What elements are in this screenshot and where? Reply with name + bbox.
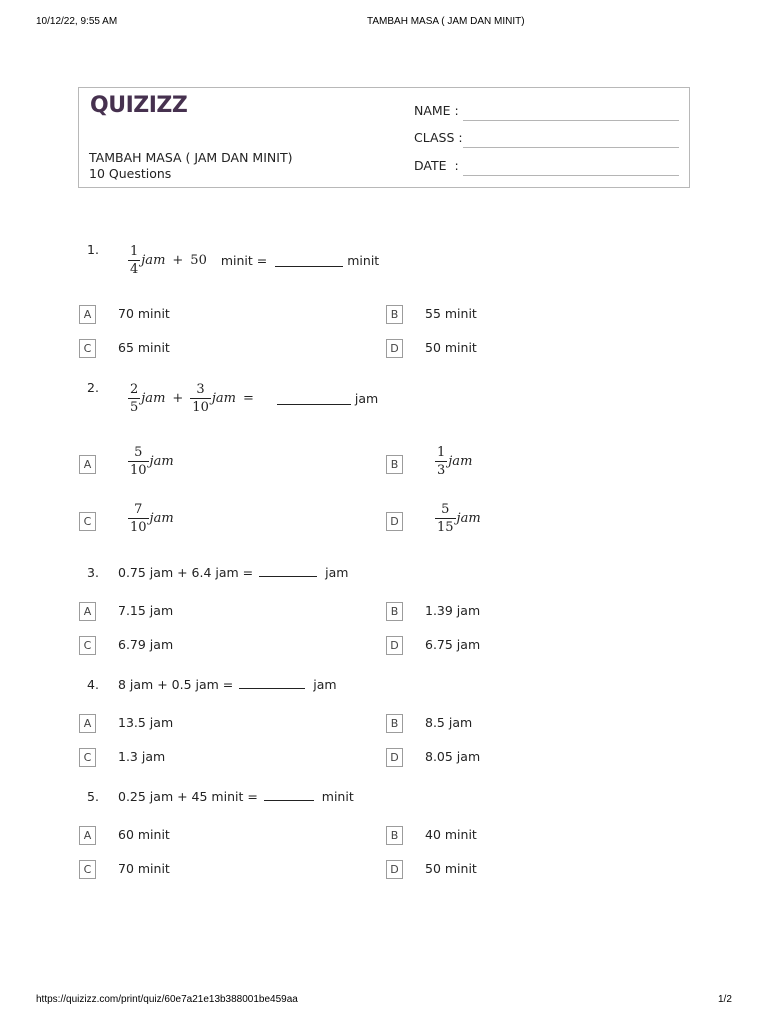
- question-number: 3.: [87, 565, 99, 580]
- option-text[interactable]: 1.39 jam: [425, 603, 481, 618]
- fraction-numerator: 3: [196, 382, 205, 397]
- math-variable: jam: [141, 253, 166, 268]
- math-variable: jam: [141, 391, 166, 406]
- date-line: [463, 175, 679, 176]
- question-number: 4.: [87, 677, 99, 692]
- option-letter-box[interactable]: D: [386, 339, 403, 358]
- math-operator: +: [172, 253, 184, 268]
- question-text: [118, 677, 337, 692]
- answer-blank: [277, 393, 351, 405]
- question-text-before: 8 jam + 0.5 jam =: [118, 677, 234, 692]
- math-variable: jam: [211, 391, 236, 406]
- print-page-number: 1/2: [718, 994, 732, 1005]
- date-label: DATE :: [414, 158, 459, 173]
- math-variable: jam: [448, 454, 473, 469]
- option-fraction[interactable]: [128, 446, 174, 477]
- answer-blank: [264, 789, 314, 801]
- option-text[interactable]: 40 minit: [425, 827, 477, 842]
- quiz-header-box: [78, 87, 690, 188]
- fraction-denominator: 3: [437, 463, 446, 478]
- option-letter-box[interactable]: C: [79, 636, 96, 655]
- option-fraction[interactable]: [128, 503, 174, 534]
- math-variable: jam: [149, 511, 174, 526]
- question-unit: jam: [354, 391, 379, 406]
- print-url[interactable]: https://quizizz.com/print/quiz/60e7a21e13b388001be459aa: [36, 994, 298, 1005]
- option-letter-box[interactable]: B: [386, 455, 403, 474]
- option-letter-box[interactable]: D: [386, 860, 403, 879]
- option-letter-box[interactable]: B: [386, 714, 403, 733]
- math-variable: jam: [149, 454, 174, 469]
- option-letter-box[interactable]: C: [79, 860, 96, 879]
- question-number: 2.: [87, 380, 99, 395]
- option-letter-box[interactable]: C: [79, 339, 96, 358]
- question-number: 5.: [87, 789, 99, 804]
- quiz-title: TAMBAH MASA ( JAM DAN MINIT): [89, 150, 293, 165]
- answer-blank: [259, 565, 317, 577]
- math-operator: +: [172, 391, 184, 406]
- option-text[interactable]: 8.05 jam: [425, 749, 481, 764]
- option-fraction[interactable]: [435, 446, 472, 477]
- question-1-math: [128, 245, 379, 276]
- option-text[interactable]: 60 minit: [118, 827, 170, 842]
- option-letter-box[interactable]: A: [79, 305, 96, 324]
- class-line: [463, 147, 679, 148]
- question-text: [118, 789, 354, 804]
- question-2-math: [128, 383, 378, 414]
- name-line: [463, 120, 679, 121]
- option-text[interactable]: 13.5 jam: [118, 715, 174, 730]
- fraction-numerator: 5: [134, 445, 143, 460]
- option-text[interactable]: 50 minit: [425, 861, 477, 876]
- math-variable: jam: [456, 511, 481, 526]
- question-count: 10 Questions: [89, 166, 172, 181]
- option-text[interactable]: 70 minit: [118, 306, 170, 321]
- answer-blank: [275, 255, 343, 267]
- option-fraction[interactable]: [435, 503, 481, 534]
- option-text[interactable]: 1.3 jam: [118, 749, 166, 764]
- fraction-denominator: 10: [130, 463, 147, 478]
- fraction-denominator: 5: [130, 400, 139, 415]
- fraction-numerator: 1: [130, 244, 139, 259]
- print-title: TAMBAH MASA ( JAM DAN MINIT): [367, 16, 525, 27]
- question-text: [118, 565, 348, 580]
- option-letter-box[interactable]: B: [386, 826, 403, 845]
- option-text[interactable]: 6.79 jam: [118, 637, 174, 652]
- option-letter-box[interactable]: D: [386, 512, 403, 531]
- question-unit: minit: [321, 789, 354, 804]
- option-letter-box[interactable]: B: [386, 602, 403, 621]
- option-text[interactable]: 50 minit: [425, 340, 477, 355]
- answer-blank: [239, 677, 305, 689]
- option-text[interactable]: 70 minit: [118, 861, 170, 876]
- option-letter-box[interactable]: A: [79, 714, 96, 733]
- option-letter-box[interactable]: D: [386, 636, 403, 655]
- option-text[interactable]: 8.5 jam: [425, 715, 473, 730]
- fraction-numerator: 7: [134, 502, 143, 517]
- option-text[interactable]: 55 minit: [425, 306, 477, 321]
- question-text-before: 0.25 jam + 45 minit =: [118, 789, 258, 804]
- option-letter-box[interactable]: A: [79, 602, 96, 621]
- question-text: minit =: [220, 253, 268, 268]
- name-label: NAME :: [414, 103, 459, 118]
- option-letter-box[interactable]: C: [79, 748, 96, 767]
- math-value: 50: [190, 253, 207, 268]
- fraction-numerator: 2: [130, 382, 139, 397]
- math-equals: =: [242, 391, 254, 406]
- option-letter-box[interactable]: B: [386, 305, 403, 324]
- question-unit: minit: [347, 253, 380, 268]
- option-text[interactable]: 6.75 jam: [425, 637, 481, 652]
- fraction-numerator: 1: [437, 445, 446, 460]
- print-datetime: 10/12/22, 9:55 AM: [36, 16, 118, 27]
- question-unit: jam: [325, 565, 349, 580]
- quizizz-logo: QUIZIZZ: [90, 93, 188, 118]
- fraction-denominator: 10: [192, 400, 209, 415]
- fraction-denominator: 10: [130, 520, 147, 535]
- question-text-before: 0.75 jam + 6.4 jam =: [118, 565, 254, 580]
- option-letter-box[interactable]: A: [79, 455, 96, 474]
- question-unit: jam: [313, 677, 337, 692]
- option-letter-box[interactable]: A: [79, 826, 96, 845]
- option-text[interactable]: 65 minit: [118, 340, 170, 355]
- option-letter-box[interactable]: C: [79, 512, 96, 531]
- fraction-numerator: 5: [441, 502, 450, 517]
- question-number: 1.: [87, 242, 99, 257]
- fraction-denominator: 4: [130, 262, 139, 277]
- class-label: CLASS :: [414, 130, 463, 145]
- fraction-denominator: 15: [437, 520, 454, 535]
- option-letter-box[interactable]: D: [386, 748, 403, 767]
- option-text[interactable]: 7.15 jam: [118, 603, 174, 618]
